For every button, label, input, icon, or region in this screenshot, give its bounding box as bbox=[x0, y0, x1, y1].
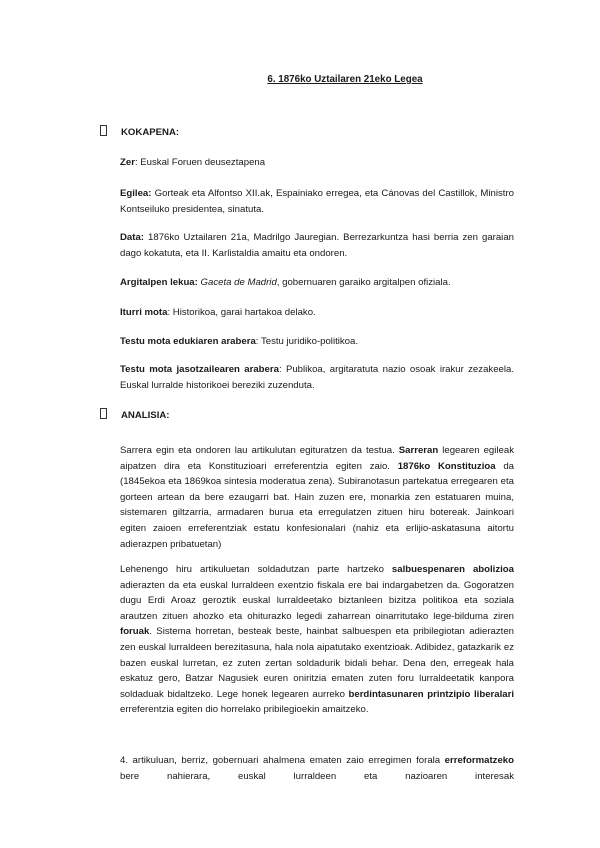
p2-bold-foruak: foruak bbox=[120, 626, 150, 638]
field-jasotzailea-label: Testu mota jasotzailearen arabera bbox=[120, 364, 279, 375]
field-egilea-label: Egilea: bbox=[120, 188, 152, 199]
field-egilea-text: Gorteak eta Alfontso XII.ak, Espainiako erregea, eta Cánovas del Castillok, Ministro Kontseiluko presidentea, sinatuta. bbox=[120, 188, 514, 215]
p1-text-a: Sarrera egin eta ondoren lau artikulutan egituratzen da testua. bbox=[120, 445, 399, 456]
paragraph-3 bbox=[120, 753, 514, 784]
section-kokapena bbox=[100, 125, 179, 138]
p1-bold-konstituzioa: 1876ko Konstituzioa bbox=[397, 460, 496, 472]
paragraph-1 bbox=[120, 443, 514, 552]
field-data bbox=[120, 230, 514, 261]
field-edukia-text: : Testu juridiko-politikoa. bbox=[255, 336, 359, 347]
field-argitalpen-italic: Gaceta de Madrid bbox=[200, 277, 277, 288]
field-egilea bbox=[120, 186, 514, 217]
checkbox-bullet-icon bbox=[100, 408, 107, 419]
p1-text-c: legearen egileak aipatzen dira eta Konstituzioari erreferentzia egiten zaio. bbox=[120, 445, 514, 472]
p2-text-e: erreferentzia egiten dio horrelako pribilegioekin amaitzeko. bbox=[120, 704, 369, 716]
field-data-label: Data: bbox=[120, 232, 144, 243]
paragraph-2 bbox=[120, 562, 514, 718]
field-zer bbox=[120, 155, 514, 171]
p2-text-c: adierazten da eta euskal lurraldeen exentzio fiskala ere bai indargabetzen da. Gogoratzen dugu Erdi Aroaz geroztik euskal lurraldeetako biztanleen bizitza politikoa eta soziala arautzen zituen ahozko eta ohiturazko legedi zaharrean oinarritutako lege-bilduma ziren bbox=[120, 579, 514, 622]
section-analisia-label: ANALISIA: bbox=[121, 410, 170, 421]
field-iturri-label: Iturri mota bbox=[120, 307, 168, 318]
p3-text-c: bere nahierara, euskal lurraldeen eta nazioaren interesak bbox=[120, 770, 514, 782]
field-iturri bbox=[120, 305, 514, 321]
p2-text-a: Lehenengo hiru artikuluetan soldadutzan parte hartzeko bbox=[120, 564, 392, 575]
p3-bold-erreformatzeko: erreformatzeko bbox=[444, 755, 514, 766]
field-argitalpen-label: Argitalpen lekua: bbox=[120, 277, 198, 288]
field-jasotzailea-text: : Publikoa, argitaratuta nazio osoak irakur zezakeela. Euskal lurralde historikoei bereziki zuzenduta. bbox=[120, 364, 515, 391]
document-title: 6. 1876ko Uztailaren 21eko Legea bbox=[267, 74, 423, 85]
p2-bold-abolizioa: salbuespenaren abolizioa bbox=[391, 564, 514, 575]
field-argitalpen bbox=[120, 275, 514, 291]
section-kokapena-label: KOKAPENA: bbox=[121, 127, 180, 138]
field-iturri-text: : Historikoa, garai hartakoa delako. bbox=[167, 307, 316, 318]
field-jasotzailea bbox=[120, 362, 514, 393]
field-edukia bbox=[120, 334, 514, 350]
field-zer-label: Zer bbox=[120, 157, 135, 168]
p1-text-d: da (1845ekoa eta 1869koa sintesia moderatua zena). Subiranotasun partekatua erregearen eta gorteen artean da bere ezaugarri bat. Hain zuzen ere, monarkia zen estatuaren muina, sistemaren giltzarria, armadaren burua eta erregulatzen zituen hiru botereak. Jainkoari egiten zaioen erreferentziak estatu konfesionalari (nahiz eta erlijio-askatasuna aitortu adierazpen pribatuetan) bbox=[120, 460, 514, 550]
p3-text-a: 4. artikuluan, berriz, gobernuari ahalmena ematen zaio erregimen forala bbox=[120, 755, 445, 766]
field-data-text: 1876ko Uztailaren 21a, Madrilgo Jauregian. Berrezarkuntza hasi berria zen garaian dago kokatuta, eta II. Karlistaldia amaitu eta ondoren. bbox=[120, 232, 514, 259]
section-analisia bbox=[100, 408, 170, 421]
p1-bold-sarreran: Sarreran bbox=[398, 445, 439, 456]
field-argitalpen-text: , gobernuaren garaiko argitalpen ofiziala. bbox=[276, 277, 451, 288]
field-zer-text: : Euskal Foruen deuseztapena bbox=[134, 157, 266, 168]
p2-bold-printzipio: berdintasunaren printzipio liberalari bbox=[348, 688, 515, 700]
p2-text-d: . Sistema horretan, besteak beste, hainbat salbuespen eta pribilegiotan adierazten zen euskal lurraldeen berezitasuna, hala nola aipatutako exentzioak. Adibidez, gatazkarik ez bazen euskal lurretan, ez zuten zertan soldadurik bidali behar. Dena den, erregeak hala eskatuz gero, Batzar Nagusiek euren oniritzia ematen zuten foru lurraldeetatik kanpora soldaduak bidaltzeko. Lege honek legearen aurreko bbox=[120, 626, 514, 700]
checkbox-bullet-icon bbox=[100, 125, 107, 136]
field-edukia-label: Testu mota edukiaren arabera bbox=[120, 336, 256, 347]
